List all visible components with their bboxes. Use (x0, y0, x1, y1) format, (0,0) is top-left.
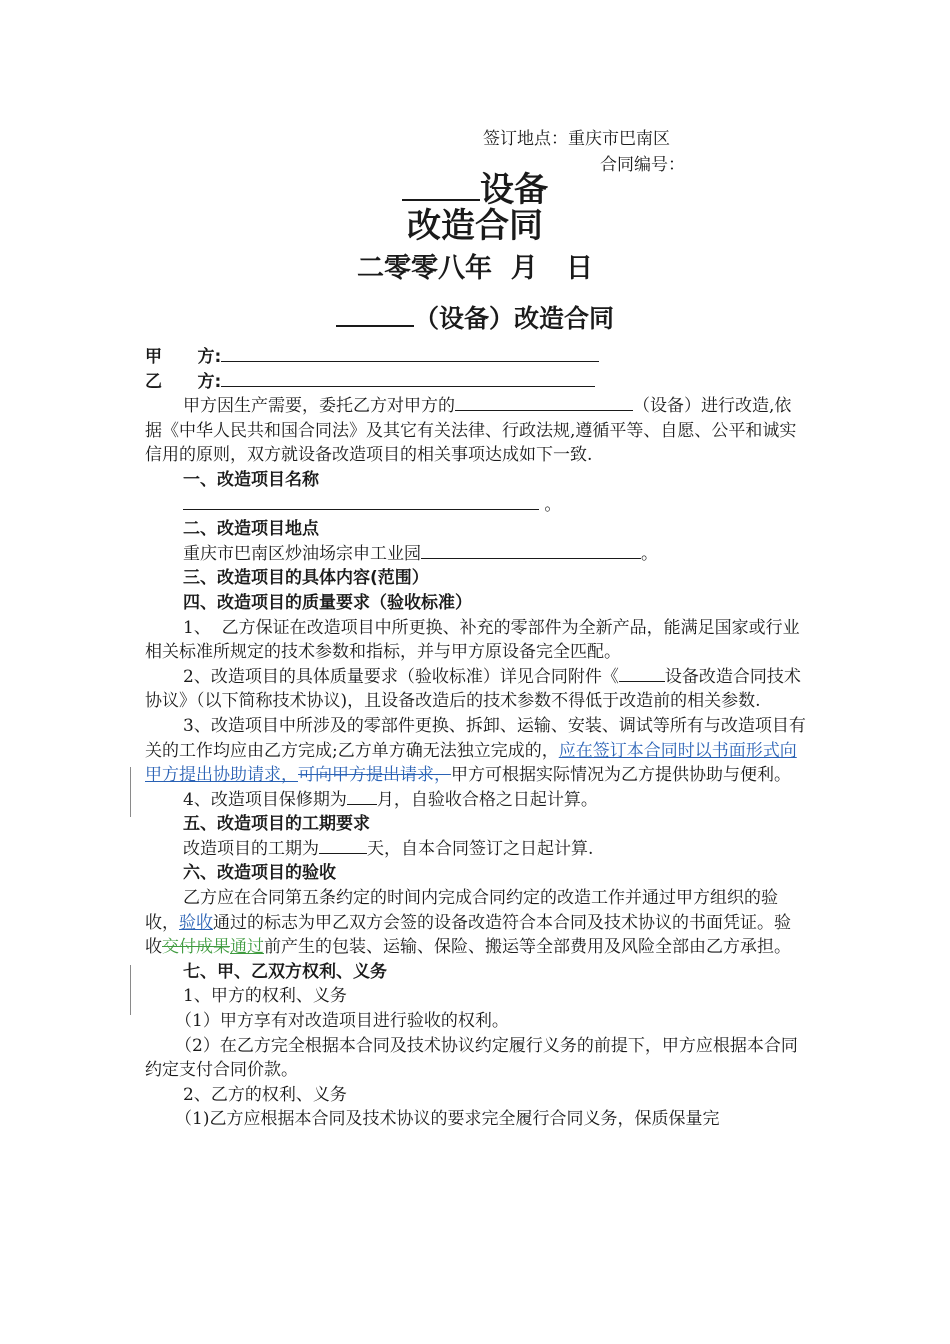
annex-equipment-blank (619, 665, 665, 682)
inserted-text: 验收 (179, 912, 213, 933)
party-a-right-1: （1）甲方享有对改造项目进行验收的权利。 (175, 1011, 509, 1032)
section-5-title: 五、改造项目的工期要求 (183, 814, 370, 835)
section-1-title: 一、改造项目名称 (183, 469, 319, 490)
acceptance-clause: 乙方应在合同第五条约定的时间内完成合同约定的改造工作并通过甲方组织的验收，验收通过的标志为甲乙双方会签的设备改造符合本合同及技术协议的书面凭证。验收交付成果通过前产生的包装、运输、保险、搬运等全部费用及风险全部由乙方承担。 (145, 888, 791, 958)
warranty-months-blank (347, 788, 377, 805)
party-b-right-1: （1)乙方应根据本合同及技术协议的要求完全履行合同义务，保质保量完 (175, 1109, 720, 1130)
contract-number-label: 合同编号： (600, 155, 685, 175)
party-a-rights-title: 1、甲方的权利、义务 (183, 986, 347, 1007)
inserted-text: 应在签订本合同时以书面形式向甲方提出协助请求， (145, 740, 797, 786)
project-name-line: 。 (145, 493, 807, 518)
deleted-text: 交付成果 (162, 937, 230, 958)
cover-date: 二零零八年 月 日 (357, 253, 593, 284)
equipment-blank (402, 171, 480, 201)
document-title: （设备）改造合同 (0, 302, 950, 336)
project-name-blank (183, 493, 539, 510)
quality-clause-1: 1、 乙方保证在改造项目中所更换、补充的零部件为全新产品，能满足国家或行业相关标准所规定的技术参数和指标，并与甲方原设备完全匹配。 (145, 617, 800, 663)
days-blank (319, 837, 367, 854)
section-4-title: 四、改造项目的质量要求（验收标准） (183, 592, 472, 613)
section-3-title: 三、改造项目的具体内容(范围） (183, 568, 429, 589)
sign-place: 签订地点：重庆市巴南区 (483, 129, 670, 149)
party-a-line: 甲 方: (145, 345, 807, 370)
quality-clause-4: 4、改造项目保修期为 月，自验收合格之日起计算。 (183, 789, 598, 810)
project-location: 重庆市巴南区炒油场宗申工业园 。 (183, 543, 658, 564)
quality-clause-2: 2、改造项目的具体质量要求（验收标准）详见合同附件《 设备改造合同技术协议》（以下简称技术协议)，且设备改造后的技术参数不得低于改造前的相关参数. (145, 666, 801, 712)
party-b-line: 乙 方: (145, 370, 807, 395)
party-a-blank (221, 345, 599, 362)
contract-body (145, 345, 807, 1132)
revision-bar (130, 965, 131, 1015)
title-equipment-blank (336, 303, 414, 327)
party-b-blank (221, 370, 595, 387)
section-6-title: 六、改造项目的验收 (183, 863, 336, 884)
section-7-title: 七、甲、乙双方权利、义务 (183, 961, 387, 982)
revision-bar (130, 767, 131, 817)
location-blank (421, 542, 641, 559)
quality-clause-3: 3、改造项目中所涉及的零部件更换、拆卸、运输、安装、调试等所有与改造项目有关的工作均应由乙方完成;乙方单方确无法独立完成的，应在签订本合同时以书面形式向甲方提出协助请求，可向甲方提出请求，甲方可根据实际情况为乙方提供协助与便利。 (145, 715, 806, 786)
schedule-clause: 改造项目的工期为 天，自本合同签订之日起计算. (183, 838, 594, 859)
cover-title-line1: 设备 (0, 170, 950, 210)
party-a-right-2: （2）在乙方完全根据本合同及技术协议约定履行义务的前提下，甲方应根据本合同约定支付合同价款。 (145, 1035, 798, 1081)
section-2-title: 二、改造项目地点 (183, 519, 319, 540)
deleted-text: 可向甲方提出请求， (298, 765, 451, 786)
inserted-text: 通过 (230, 937, 264, 958)
cover-title-line2: 改造合同 (407, 206, 543, 246)
equipment-name-blank (455, 394, 633, 411)
intro-paragraph: 甲方因生产需要，委托乙方对甲方的 （设备）进行改造,依据《中华人民共和国合同法》及其它有关法律、行政法规,遵循平等、自愿、公平和诚实信用的原则，双方就设备改造项目的相关事项达成如下一致. (145, 396, 797, 466)
party-b-rights-title: 2、乙方的权利、义务 (183, 1084, 347, 1105)
